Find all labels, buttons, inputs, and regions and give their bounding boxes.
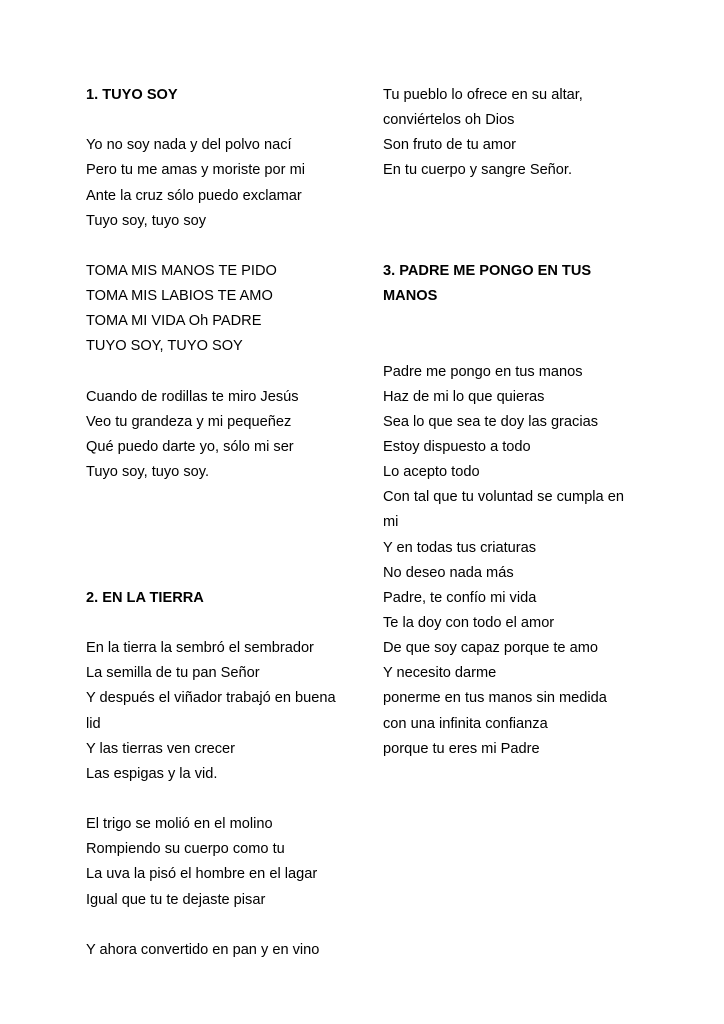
song2-continued-line: conviértelos oh Dios [383,112,515,129]
song2-verse1-line: lid [86,715,101,732]
song3-verse-line: Y necesito darme [383,665,497,682]
song1-verse1-line: Tuyo soy, tuyo soy [86,212,207,229]
song1-verse2-line: Cuando de rodillas te miro Jesús [86,388,299,405]
song1-chorus-line: TOMA MIS LABIOS TE AMO [86,288,273,305]
spacer [86,536,356,561]
song3-verse-line: Estoy dispuesto a todo [383,438,531,455]
song3-verse-line: No deseo nada más [383,564,514,581]
song3-verse-line: Padre, te confío mi vida [383,589,537,606]
song3-verse-line: mi [383,514,399,531]
song1-verse2-line: Veo tu grandeza y mi pequeñez [86,413,292,430]
song3-verse-line: Te la doy con todo el amor [383,614,555,631]
song1-verse1-line: Yo no soy nada y del polvo nací [86,137,292,154]
song2-continued-line: En tu cuerpo y sangre Señor. [383,162,573,179]
song3-verse-line: Y en todas tus criaturas [383,539,537,556]
spacer [86,360,356,385]
song2-verse2-line: El trigo se molió en el molino [86,816,273,833]
spacer [86,485,356,510]
song2-verse2-line: Rompiendo su cuerpo como tu [86,841,285,858]
song1-verse2-line: Qué puedo darte yo, sólo mi ser [86,438,294,455]
spacer [86,787,356,812]
song2-verse2-line: Igual que tu te dejaste pisar [86,891,266,908]
spacer [86,611,356,636]
spacer [383,334,643,359]
song3-verse-line: Lo acepto todo [383,464,480,481]
spacer [383,184,643,209]
song1-verse2-line: Tuyo soy, tuyo soy. [86,464,210,481]
song1-chorus-line: TOMA MI VIDA Oh PADRE [86,313,262,330]
song2-verse1-line: Las espigas y la vid. [86,765,218,782]
song3-verse-line: Padre me pongo en tus manos [383,363,583,380]
song3-verse-line: Con tal que tu voluntad se cumpla en [383,489,624,506]
song2-verse1-line: Y las tierras ven crecer [86,740,235,757]
song2-continued-line: Son fruto de tu amor [383,137,517,154]
song2-verse1-line: Y después el viñador trabajó en buena [86,690,336,707]
song2-title: 2. EN LA TIERRA [86,589,204,606]
song1-verse1-line: Ante la cruz sólo puedo exclamar [86,187,302,204]
song3-title: MANOS [383,288,438,305]
song1-title: 1. TUYO SOY [86,87,178,103]
song3-verse-line: porque tu eres mi Padre [383,740,540,757]
spacer [383,234,643,259]
song3-title: 3. PADRE ME PONGO EN TUS [383,262,592,279]
song2-verse3-line: Y ahora convertido en pan y en vino [86,941,320,958]
spacer [86,561,356,586]
song2-verse1-line: La semilla de tu pan Señor [86,665,260,682]
song3-verse-line: De que soy capaz porque te amo [383,640,598,657]
song3-verse-line: ponerme en tus manos sin medida [383,690,607,707]
song2-verse2-line: La uva la pisó el hombre en el lagar [86,866,318,883]
song2-continued-line: Tu pueblo lo ofrece en su altar, [383,87,583,103]
song1-chorus-line: TOMA MIS MANOS TE PIDO [86,262,277,279]
spacer [86,234,356,259]
song2-verse1-line: En la tierra la sembró el sembrador [86,640,314,657]
song1-chorus-line: TUYO SOY, TUYO SOY [86,338,243,355]
spacer [86,913,356,938]
spacer [86,510,356,535]
spacer [383,209,643,234]
song3-verse-line: Haz de mi lo que quieras [383,388,545,405]
song1-verse1-line: Pero tu me amas y moriste por mi [86,162,305,179]
spacer [86,108,356,133]
song3-verse-line: con una infinita confianza [383,715,548,732]
spacer [383,309,643,334]
left-column [86,83,356,963]
song3-verse-line: Sea lo que sea te doy las gracias [383,413,598,430]
right-column [383,83,643,762]
